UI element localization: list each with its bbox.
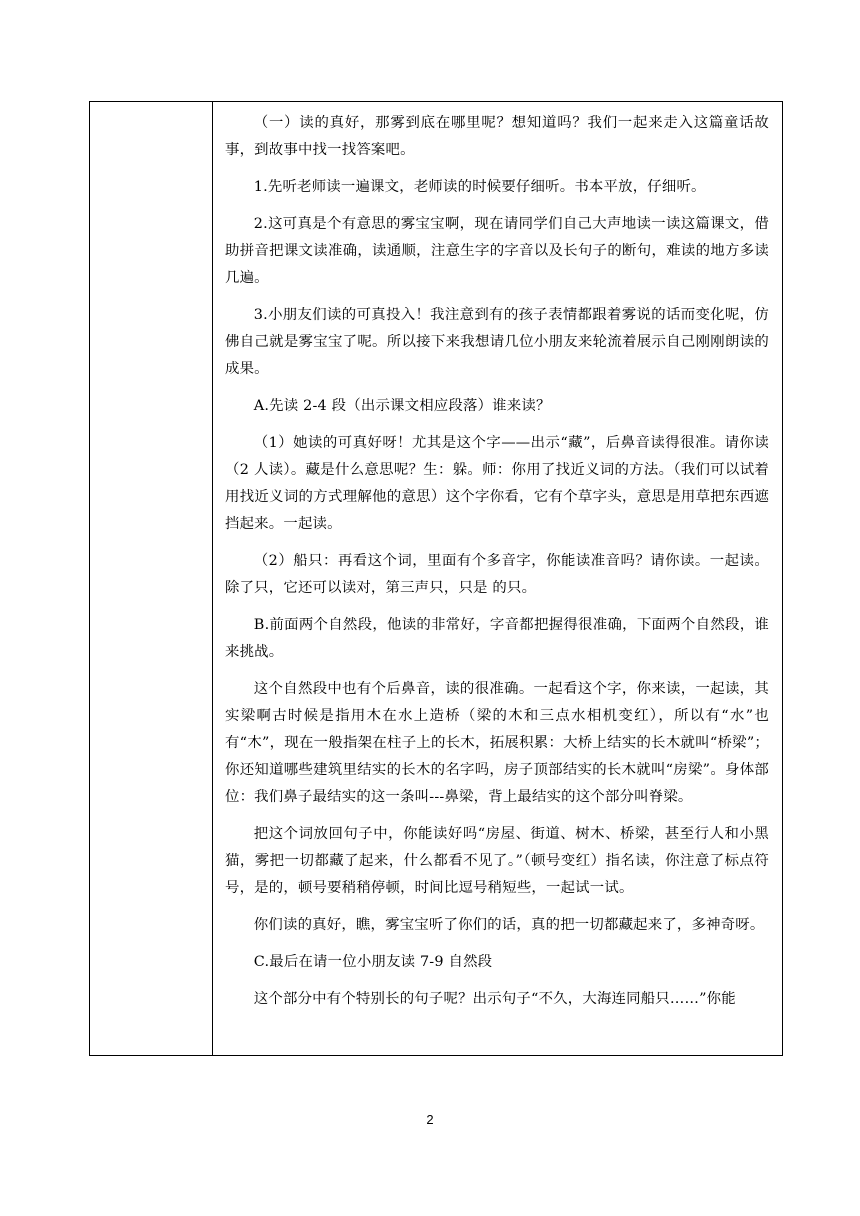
table-content-cell — [213, 102, 782, 1055]
paragraph-liang: 这个自然段中也有个后鼻音，读的很准确。一起看这个字，你来读，一起读，其实梁啊古时候是指用木在水上造桥（梁的木和三点水相机变红），所以有“水”也有“木”，现在一般指架在柱子上的长木，拓展积累：大桥上结实的长木就叫“桥梁”；你还知道哪些建筑里结实的长木的名字吗，房子顶部结实的长木就叫“房梁”。身体部位：我们鼻子最结实的这一条叫---鼻梁，背上最结实的这个部分叫脊梁。 — [225, 681, 769, 805]
paragraph-step-1: 1.先听老师读一遍课文，老师读的时候要仔细听。书本平放，仔细听。 — [253, 179, 706, 195]
page-number: 2 — [426, 1112, 434, 1127]
table-left-column — [90, 102, 213, 1055]
paragraph-praise: 你们读的真好，瞧，雾宝宝听了你们的话，真的把一切都藏起来了，多神奇呀。 — [253, 917, 765, 933]
paragraph-sentence-reading: 把这个词放回句子中，你能读好吗“房屋、街道、树木、桥梁，甚至行人和小黑猫，雾把一切都藏了起来，什么都看不见了。”（顿号变红）指名读，你注意了标点符号，是的，顿号要稍稍停顿，时间比逗号稍短些，一起试一试。 — [225, 826, 769, 896]
paragraph-section-a: A.先读 2-4 段（出示课文相应段落）谁来读？ — [253, 398, 551, 414]
paragraph-section-c: C.最后在请一位小朋友读 7-9 自然段 — [253, 954, 493, 970]
paragraph-long-sentence: 这个部分中有个特别长的句子呢？出示句子“不久，大海连同船只……”你能 — [253, 991, 736, 1007]
paragraph-intro: （一）读的真好，那雾到底在哪里呢？想知道吗？我们一起来走入这篇童话故事，到故事中找一找答案吧。 — [225, 115, 769, 158]
paragraph-step-3: 3.小朋友们读的可真投入！我注意到有的孩子表情都跟着雾说的话而变化呢，仿佛自己就是雾宝宝了呢。所以接下来我想请几位小朋友来轮流着展示自己刚刚朗读的成果。 — [225, 307, 769, 377]
paragraph-step-2: 2.这可真是个有意思的雾宝宝啊，现在请同学们自己大声地读一读这篇课文，借助拼音把课文读准确，读通顺，注意生字的字音以及长句子的断句，难读的地方多读几遍。 — [225, 216, 769, 286]
lesson-table — [89, 101, 783, 1056]
paragraph-cang: （1）她读的可真好呀！尤其是这个字——出示“藏”，后鼻音读得很准。请你读（2 人读）。藏是什么意思呢？生：躲。师：你用了找近义词的方法。（我们可以试着用找近义词的方式理解他的意思）这个字你看，它有个草字头，意思是用草把东西遮挡起来。一起读。 — [225, 435, 769, 532]
paragraph-section-b: B.前面两个自然段，他读的非常好，字音都把握得很准确，下面两个自然段，谁来挑战。 — [225, 617, 769, 660]
paragraph-chuanzhi: （2）船只：再看这个词，里面有个多音字，你能读准音吗？请你读。一起读。除了只，它还可以读对，第三声只，只是 的只。 — [225, 553, 769, 596]
